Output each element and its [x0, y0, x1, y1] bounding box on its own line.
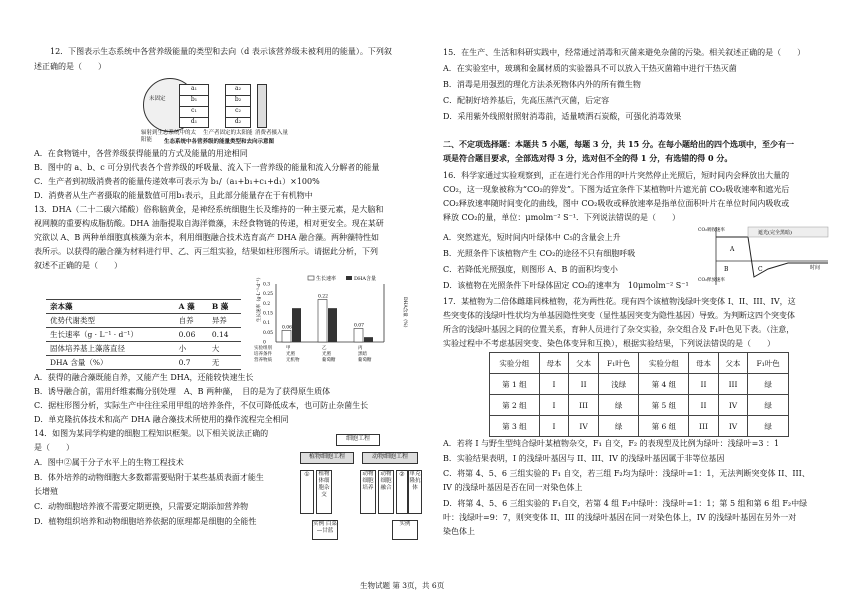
q16-option-c: C．若降低光照强度，则图形 A、B 的面积均变小 — [443, 265, 618, 274]
fig-box-5: ② — [396, 470, 408, 514]
category-label: 葡萄糖 — [358, 358, 372, 363]
x-caption: 实验组别 — [254, 346, 272, 351]
q14-option-b-line1: B．体外培养的动物细胞大多数都需要贴附于某些基质表面才能生 — [34, 473, 264, 482]
q16-option-a: A．突然遮光，短时间内叶绿体中 C₅的含量会上升 — [443, 233, 621, 242]
category-label: 乙 — [322, 346, 327, 351]
q17-option-d-line1: D．将第 4、5、6 三组实验的 F₁自交，若第 4 组 F₂中绿叶：浅绿叶=1：1；第 5 组和第 6 组 F₂中绿 — [443, 499, 808, 508]
q17-cell: II — [689, 395, 719, 416]
category-label: 丙 — [358, 346, 363, 351]
q17-option-a: A．若将 I 与野生型纯合绿叶某植物杂交，F₁ 自交，F₂ 的表现型及比例为绿叶：浅绿叶=3 ：1 — [443, 439, 780, 448]
q17-stem-line1: 17．某植物为二倍体雌雄同株植物，花为两性花。现有四个该植物浅绿叶突变体 I、II、III、IV，这 — [443, 297, 796, 306]
q17-th: 实验分组 — [490, 353, 540, 374]
q17-stem-line3: 所含的浅绿叶基因之间的位置关系，育种人员进行了杂交实验，杂交组合及 F₁叶色见下表。（注意， — [443, 325, 795, 334]
y-tick-label: 0 — [263, 340, 266, 346]
q14-stem-line1: 14．如图为某同学构建的细胞工程知识框架。以下相关说法正确的 — [34, 429, 269, 438]
fig-bottom-2: 实例 — [392, 520, 418, 540]
consumer-label: 消费者摄入量 — [255, 130, 289, 136]
q17-th: F₁叶色 — [748, 353, 789, 374]
q17-cell: II — [689, 374, 719, 395]
fig-box-1: ① — [300, 470, 314, 514]
q16-option-b: B．光照条件下该植物产生 CO₂的途径不只有细胞呼吸 — [443, 249, 636, 258]
y-tick-label: 0.15 — [263, 311, 274, 317]
consumer-box: a₂ b₂ c₂ d₂ — [225, 84, 251, 128]
category-label: 光照 — [286, 352, 295, 357]
q13-cell: 大 — [208, 342, 241, 356]
chart-ylabel: 生长速率（g·L⁻¹·d⁻¹） — [257, 275, 262, 322]
q17-cell: 第 3 组 — [490, 416, 540, 437]
q17-stem-line4: 实验过程中不考虑基因突变、染色体变异和互换），根据实验结果，下列说法错误的是（ ） — [443, 339, 775, 348]
q12-option-c: C．生产者到初级消费者的能量传递效率可表示为 b₁/（a₁+b₁+c₁+d₁）×100% — [34, 177, 320, 186]
q17-th: 实验分组 — [639, 353, 689, 374]
data-label: 0.07 — [354, 323, 365, 329]
q13-th-2: B 藻 — [208, 300, 241, 314]
q16-stem-line4: 释放 CO₂的量，单位：μmolm⁻² S⁻¹．下列说法错误的是（ ） — [443, 213, 681, 222]
category-label: 无机物 — [286, 358, 300, 363]
y-tick-label: 0.2 — [263, 301, 271, 307]
q17-option-b: B．实验结果表明，I 的浅绿叶基因与 II、III、IV 的浅绿叶基因属于非等位基因 — [443, 454, 725, 463]
q13-cell: 固体培养基上藻落直径 — [46, 342, 175, 356]
producer-label: 生产者固定的太阳能 — [203, 130, 253, 136]
x-caption: 营养物质 — [254, 358, 272, 363]
q12-stem-line2: 述正确的是（ ） — [34, 62, 106, 71]
q13-stem-line1: 13．DHA（二十二碳六烯酸）俗称脑黄金，是神经系统细胞生长及维持的一种主要元素，是大脑和 — [34, 205, 384, 214]
q17-option-d-line2: 叶：浅绿叶=9：7，则突变体 II、III 的浅绿叶基因在同一对染色体上，IV 的浅绿叶基因在另外一对 — [443, 513, 797, 522]
q17-cell: 第 4 组 — [639, 374, 689, 395]
q14-option-a: A．图中②属于分子水平上的生物工程技术 — [34, 458, 184, 467]
q17-cell: 绿 — [598, 416, 639, 437]
q16-option-d: D．该植物在光照条件下叶绿体固定 CO₂的速率为 10μmolm⁻² S⁻¹ — [443, 281, 689, 290]
y-tick-label: 0.05 — [263, 330, 274, 336]
q13-cell: 生长速率（g · L⁻¹ · d⁻¹） — [46, 328, 175, 342]
q13-cell: 异养 — [208, 314, 241, 328]
q17-table — [489, 352, 789, 437]
fig-bottom-1: 实例 白菜—甘蓝 — [312, 520, 338, 540]
category-label: 黑暗 — [358, 352, 367, 357]
q17-cell: 绿 — [748, 374, 789, 395]
q13-stem-line2: 视网膜的重要构成脂肪酸。DHA 油脂提取自海洋微藻，未经食物链的传递，相对更安全。现在某研 — [34, 219, 384, 228]
q12-option-d: D．消费者从生产者摄取的能量数值可用b₁表示，且此部分能量存在于有机物中 — [34, 191, 313, 200]
q17-th: F₁叶色 — [598, 353, 639, 374]
co2-curve — [716, 237, 828, 277]
q15-option-c: C．配制好培养基后，先高压蒸汽灭菌，后定容 — [443, 96, 610, 105]
producer-box: a₁ b₁ c₁ d₁ — [179, 84, 209, 128]
q17-cell: III — [689, 416, 719, 437]
q13-cell: 自养 — [175, 314, 208, 328]
plant-cell-box: 植物细胞工程 — [300, 452, 354, 464]
q17-stem-line2: 些突变体的浅绿叶性状均为单基因隐性突变（显性基因突变为隐性基因）导致。为判断这四个突变体 — [443, 311, 795, 320]
q17-cell: IV — [569, 416, 599, 437]
q17-cell: IV — [718, 395, 748, 416]
q17-cell: 第 5 组 — [639, 395, 689, 416]
q16-stem-line2: CO₂，这一现象被称为“CO₂的猝发”。下图为适宜条件下某植物叶片遮光前 CO₂吸收速率和遮光后 — [443, 185, 790, 194]
q15-stem: 15．在生产、生活和科研实践中，经常通过消毒和灭菌来避免杂菌的污染。相关叙述正确的是（ ） — [443, 48, 806, 57]
q12-option-a: A．在食物链中，各营养级获得能量的方式及能量的用途相同 — [34, 149, 248, 158]
y-tick-label: 0.3 — [263, 282, 271, 288]
q14-option-b-line2: 长增殖 — [34, 487, 58, 496]
fig-box-2: 植物体细胞杂交 — [316, 470, 332, 514]
q13-cell: 0.7 — [175, 356, 208, 370]
legend-dha: DHA含量 — [354, 276, 376, 282]
q17-cell: 第 6 组 — [639, 416, 689, 437]
q17-cell: I — [539, 374, 569, 395]
q13-cell: 0.06 — [175, 328, 208, 342]
q17-cell: I — [539, 395, 569, 416]
q13-option-d: D．单克隆抗体技术和高产 DHA 融合藻技术所使用的操作流程完全相同 — [34, 415, 289, 424]
category-label: 光照 — [322, 352, 331, 357]
q13-option-a: A．获得的融合藻既能自养，又能产生 DHA，还能较快速生长 — [34, 373, 254, 382]
legend-swatch-dha — [346, 276, 352, 280]
q13-stem-line4: 表所示。以获得的融合藻为材料进行甲、乙、丙三组实验，结果如柱形图所示。请据此分析，下列 — [34, 247, 378, 256]
q13-cell: 优势代谢类型 — [46, 314, 175, 328]
page-footer: 生物试题 第 3页，共 6页 — [360, 581, 445, 590]
legend-rate: 生长速率 — [316, 276, 337, 282]
sun-energy-label: 辐射到生态系统中的太阳能 — [141, 130, 197, 143]
q14-stem-line2: 是（ ） — [34, 443, 74, 452]
cell-engineering-box: 细胞工程 — [336, 434, 380, 446]
excrement-box — [257, 84, 267, 128]
fig-box-6: 单克隆抗体 — [408, 470, 422, 514]
q13-table — [46, 299, 241, 370]
y-tick-label: 0.25 — [263, 292, 274, 298]
bar-dha — [364, 337, 373, 342]
q17-th: 母本 — [689, 353, 719, 374]
bar-dha — [292, 308, 301, 342]
q16-stem-line3: CO₂释放速率随时间变化的曲线，图中 CO₂吸收或释放速率是指单位面积叶片在单位时间内吸收或 — [443, 199, 790, 208]
q16-stem-line1: 16．科学家通过实验观察到，正在进行光合作用的叶片突然停止光照后，短时间内会释放出大量的 — [443, 171, 790, 180]
section2-heading-line2: 项是符合题目要求，全部选对得 3 分，选对但不全的得 1 分，有选错的得 0 分。 — [443, 153, 733, 163]
q14-framework-figure — [296, 434, 422, 554]
q13-cell: DHA 含量（%） — [46, 356, 175, 370]
q13-stem-line3: 究欲以 A、B 两种单细胞真核藻为亲本，利用细胞融合技术选育高产 DHA 融合藻。两种藻特性如 — [34, 233, 379, 242]
fig-xlabel: 时间 — [810, 265, 821, 271]
data-label: 0.06 — [282, 325, 293, 331]
q13-bar-chart — [254, 272, 414, 372]
fig-box-4: 动物细胞融合 — [378, 470, 394, 514]
q13-cell: 小 — [175, 342, 208, 356]
q17-cell: IV — [718, 416, 748, 437]
q13-stem-line5: 叙述不正确的是（ ） — [34, 261, 122, 270]
q17-option-c-line1: C．将第 4、5、6 三组实验的 F₁ 自交，若三组 F₂均为绿叶：浅绿叶=1：1，无法判断突变体 II、III、 — [443, 469, 810, 478]
q17-th: 父本 — [718, 353, 748, 374]
fig-box-3: 动物细胞培养 — [360, 470, 376, 514]
q17-cell: 绿 — [748, 395, 789, 416]
q13-option-c: C．据柱形图分析，实际生产中往往采用甲组的培养条件，不仅可降低成本，也可防止杂菌生长 — [34, 401, 369, 410]
q17-cell: III — [718, 374, 748, 395]
q17-cell: I — [539, 416, 569, 437]
x-caption: 培养条件 — [254, 352, 272, 357]
q17-cell: III — [569, 395, 599, 416]
category-label: 甲 — [286, 346, 291, 351]
category-label: 葡萄糖 — [322, 358, 336, 363]
q14-option-c: C．动物细胞培养液不需要定期更换，只需要定期添加营养物 — [34, 502, 249, 511]
q12-figure-caption: 生态系统中各营养级的能量类型和去向示意图 — [164, 139, 275, 145]
fig-y2label: CO₂释放速率 — [698, 278, 725, 283]
q12-stem-line1: 12．下图表示生态系统中各营养级能量的类型和去向（d 表示该营养级未被利用的能量）。下列叙 — [50, 47, 392, 56]
bar-growth-rate — [282, 330, 291, 342]
q17-cell: 浅绿 — [598, 374, 639, 395]
q13-option-b: B．诱导融合前，需用纤维素酶分别处理 A、B 两种藻， 目的是为了获得原生质体 — [34, 387, 331, 396]
unfixed-label: 未固定 — [149, 96, 166, 102]
q17-th: 母本 — [539, 353, 569, 374]
bar-dha — [328, 308, 337, 342]
q17-option-d-line3: 染色体上 — [443, 527, 475, 536]
q13-cell: 0.14 — [208, 328, 241, 342]
fig-cover-label: 遮光(完全黑暗) — [758, 230, 792, 236]
data-label: 0.22 — [318, 294, 329, 300]
fig-label-c: C — [758, 266, 763, 273]
animal-cell-box: 动物细胞工程 — [362, 452, 418, 464]
q17-option-c-line2: IV 的浅绿叶基因是否在同一对染色体上 — [443, 483, 583, 492]
q13-th-0: 亲本藻 — [46, 300, 175, 314]
chart-y2label: DHA含量（%） — [402, 297, 407, 331]
fig-ylabel: CO₂吸收速率 — [698, 228, 725, 233]
bar-growth-rate — [318, 299, 327, 342]
q13-th-1: A 藻 — [175, 300, 208, 314]
q17-cell: 第 1 组 — [490, 374, 540, 395]
q17-cell: 绿 — [748, 416, 789, 437]
q15-option-b: B．消毒是用强烈的理化方法杀死物体内外的所有微生物 — [443, 80, 641, 89]
bar-growth-rate — [354, 328, 363, 342]
y-tick-label: 0.1 — [263, 321, 271, 327]
q13-cell: 无 — [208, 356, 241, 370]
q17-cell: 第 2 组 — [490, 395, 540, 416]
q12-option-b: B．图中的 a、b、c 可分别代表各个营养级的呼吸量、流入下一营养级的能量和流入分解者的能量 — [34, 163, 380, 172]
fig-label-a: A — [730, 246, 735, 253]
q17-th: 父本 — [569, 353, 599, 374]
legend-swatch-rate — [308, 276, 314, 280]
fig-label-b: B — [724, 266, 729, 273]
section2-heading-line1: 二、不定项选择题：本题共 5 小题，每题 3 分，共 15 分。在每小题给出的四个选项中，至少有一 — [443, 139, 794, 149]
q17-cell: 绿 — [598, 395, 639, 416]
q16-co2-figure — [698, 223, 838, 293]
q15-option-d: D．采用紫外线照射照射消毒前，适量喷洒石炭酸，可强化消毒效果 — [443, 112, 682, 121]
q15-option-a: A．在实验室中，玻璃和金属材质的实验器具不可以放入干热灭菌箱中进行干热灭菌 — [443, 64, 737, 73]
q14-option-d: D．植物组织培养和动物细胞培养依据的原理都是细胞的全能性 — [34, 517, 257, 526]
q17-cell: II — [569, 374, 599, 395]
